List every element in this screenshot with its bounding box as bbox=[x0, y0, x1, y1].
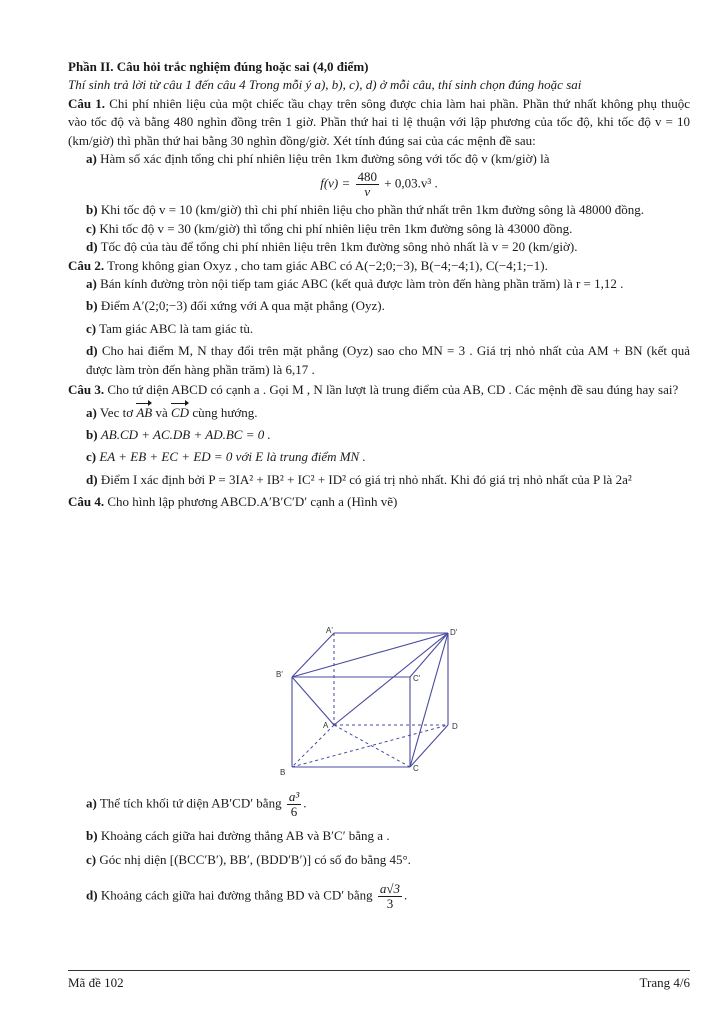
q4-option-d: d) Khoảng cách giữa hai đường thẳng BD và CD′ bằng $\frac{a√3}{3}$ . bbox=[86, 880, 408, 911]
q4-option-a: a) Thể tích khối tứ diện AB′CD′ bằng $\frac{\text{a³}}{6}$ . bbox=[86, 789, 307, 819]
question-4-options bbox=[68, 790, 690, 911]
question-1: Câu 1. Chi phí nhiên liệu của một chiếc tầu chạy trên sông được chia làm hai phần. Phần thứ nhất không phụ thuộc vào tốc độ và bằng 480 nghìn đồng trên 1 giờ. Phần thứ hai tỉ lệ thuận với lập phương của tốc độ, khi tốc độ v = 10 (km/giờ) thì phần thứ hai bằng 30 nghìn đồng/giờ. Xét tính đúng sai của các mệnh đề sau: bbox=[68, 95, 690, 148]
label-d-prime: D' bbox=[450, 628, 458, 637]
edge-bp-ap bbox=[292, 633, 334, 677]
cube-figure bbox=[270, 625, 470, 775]
section-instruction: Thí sinh trả lời từ câu 1 đến câu 4 Trong mỗi ý a), b), c), d) ở mỗi câu, thí sinh chọn đúng hoặc sai bbox=[68, 77, 582, 93]
footer-divider bbox=[68, 970, 690, 971]
edge-a-b bbox=[292, 725, 334, 767]
line-c-dp bbox=[410, 633, 448, 767]
q4-a-fraction: $\frac{\text{a³}}{6}$ bbox=[288, 789, 300, 819]
line-a-dp bbox=[334, 633, 448, 725]
q4-option-b: b) Khoảng cách giữa hai đường thẳng AB và B′C′ bằng a . bbox=[86, 828, 390, 843]
exam-code: Mã đề 102 bbox=[68, 975, 124, 990]
line-a-bp bbox=[292, 677, 334, 725]
q4-option-c: c) Góc nhị diện [(BCC′B′), BB′, (BDD′B′)] có số đo bằng 45°. bbox=[86, 852, 411, 868]
label-c-prime: C' bbox=[413, 674, 421, 683]
q1-option-b: b) Khi tốc độ v = 10 (km/giờ) thì chi phí nhiên liệu cho phần thứ nhất trên 1km đường sông là 48000 đồng. bbox=[86, 202, 645, 218]
q2-option-b: b) Điểm A′(2;0;−3) đối xứng với A qua mặt phẳng (Oyz). bbox=[86, 298, 385, 314]
label-d: D bbox=[452, 722, 458, 731]
q3-option-d: d) Điểm I xác định bởi P = 3IA² + IB² + IC² + ID² có giá trị nhỏ nhất. Khi đó giá trị nhỏ nhất của P là 2a² bbox=[86, 471, 632, 487]
q3-option-c: c) EA + EB + EC + ED = 0 với E là trung điểm MN . bbox=[86, 449, 366, 465]
question-3: Câu 3. Cho tứ diện ABCD có cạnh a . Gọi M , N lần lượt là trung điểm của AB, CD . Các mệnh đề sau đúng hay sai? bbox=[68, 382, 679, 398]
q4-d-fraction: $\frac{a√3}{3}$ bbox=[379, 880, 401, 911]
q1-formula: f(v) = $\frac{480}{v}$ + 0,03.v³ . bbox=[320, 169, 438, 200]
line-b-d bbox=[292, 725, 448, 767]
line-bp-dp bbox=[292, 633, 448, 677]
document-body bbox=[68, 58, 690, 512]
line-a-c bbox=[334, 725, 410, 767]
q2-option-d: d) Cho hai điểm M, N thay đổi trên mặt phẳng (Oyz) sao cho MN = 3 . Giá trị nhỏ nhất của AM + BN (kết quả được làm tròn đến hàng phần trăm) là 6,17 . bbox=[86, 343, 690, 377]
section-title: Phần II. Câu hỏi trắc nghiệm đúng hoặc sai (4,0 điểm) bbox=[68, 59, 369, 74]
question-4: Câu 4. Cho hình lập phương ABCD.A′B′C′D′ cạnh a (Hình vẽ) bbox=[68, 494, 398, 510]
q3-option-a: a) Vec tơ AB và CD cùng hướng. bbox=[68, 404, 690, 422]
page-number: Trang 4/6 bbox=[639, 975, 690, 990]
q1-option-c: c) Khi tốc độ v = 30 (km/giờ) thì tổng chi phí nhiên liệu trên 1km đường sông là 43000 đồng. bbox=[86, 220, 573, 236]
q1-formula-fraction: $\frac{480}{v}$ bbox=[357, 169, 378, 200]
q1-option-a: a) Hàm số xác định tổng chi phí nhiên liệu trên 1km đường sông với tốc độ v (km/giờ) là bbox=[86, 151, 550, 167]
q2-option-a: a) Bán kính đường tròn nội tiếp tam giác ABC (kết quả được làm tròn đến hàng phần trăm) là r = 1,12 . bbox=[86, 276, 624, 292]
label-a: A bbox=[323, 721, 329, 730]
q1-option-d: d) Tốc độ của tàu để tổng chi phí nhiên liệu trên 1km đường sông nhỏ nhất là v = 20 (km/giờ). bbox=[86, 239, 578, 255]
label-b-prime: B' bbox=[276, 670, 283, 679]
q3-option-b: b) AB.CD + AC.DB + AD.BC = 0 . bbox=[86, 426, 271, 442]
question-2: Câu 2. Trong không gian Oxyz , cho tam giác ABC có A(−2;0;−3), B(−4;−4;1), C(−4;1;−1). bbox=[68, 257, 548, 273]
q2-option-c: c) Tam giác ABC là tam giác tù. bbox=[86, 320, 254, 336]
label-a-prime: A' bbox=[326, 626, 333, 635]
label-c: C bbox=[413, 764, 419, 773]
label-b: B bbox=[280, 768, 286, 775]
